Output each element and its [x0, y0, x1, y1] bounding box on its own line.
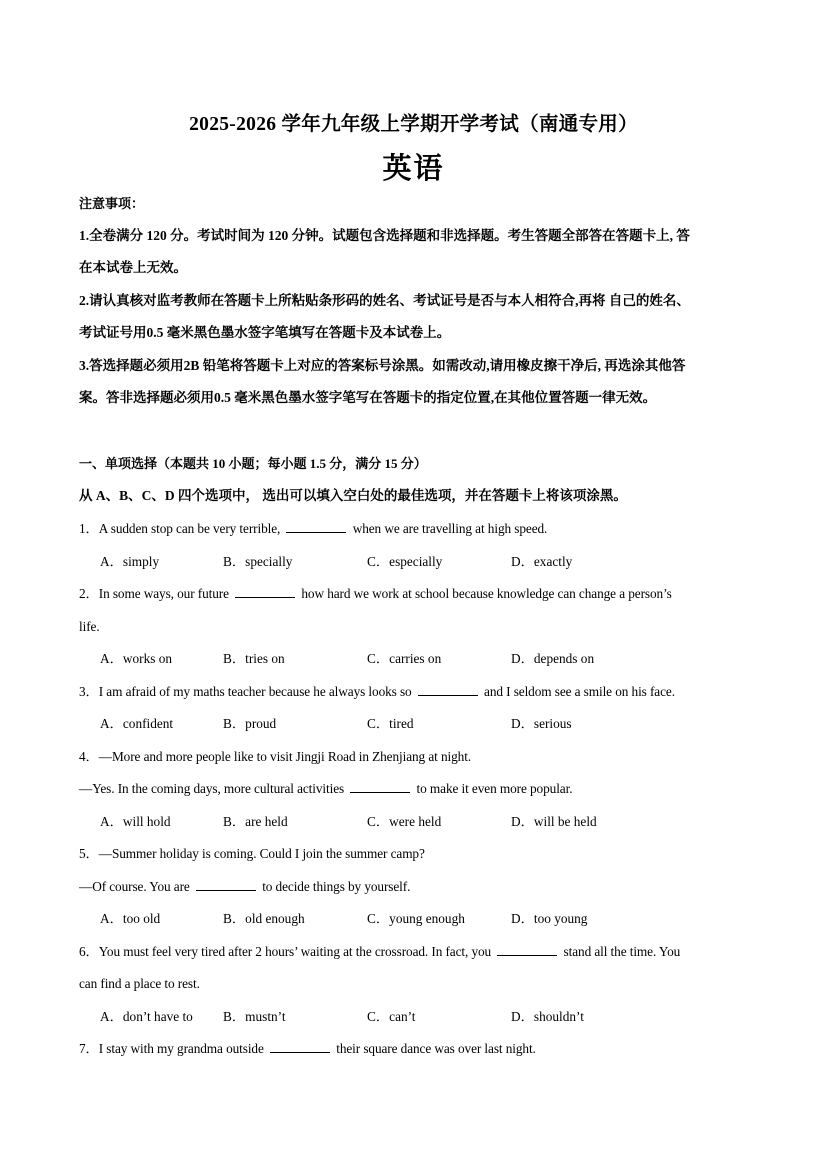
question-4-option-d: D．will be held	[511, 814, 597, 829]
answer-blank[interactable]	[196, 878, 256, 891]
question-3-option-d: D．serious	[511, 716, 572, 731]
question-5-option-c: C．young enough	[367, 911, 465, 926]
question-1-option-c: C．especially	[367, 554, 443, 569]
question-4-option-c: C．were held	[367, 814, 442, 829]
question-1-option-b: B．specially	[223, 554, 293, 569]
question-6-option-c: C．can’t	[367, 1009, 416, 1024]
question-3-option-b: B．proud	[223, 716, 277, 731]
notice-line: 考试证号用0.5 毫米黑色墨水签字笔填写在答题卡及本试卷上。	[79, 325, 451, 340]
question-5-stem: —Of course. You are to decide things by yourself.	[79, 879, 411, 894]
question-3-option-c: C．tired	[367, 716, 414, 731]
question-1-stem: 1．A sudden stop can be very terrible, when we are travelling at high speed.	[79, 521, 548, 536]
question-2-option-c: C．carries on	[367, 651, 442, 666]
question-2-stem-cont: life.	[79, 619, 100, 634]
question-2-option-a: A．works on	[100, 651, 173, 666]
question-6-stem-cont: can find a place to rest.	[79, 976, 200, 991]
answer-blank[interactable]	[418, 683, 478, 696]
answer-blank[interactable]	[286, 520, 346, 533]
question-2-option-b: B．tries on	[223, 651, 285, 666]
question-6-stem: 6．You must feel very tired after 2 hours’ waiting at the crossroad. In fact, you stand all the time. You	[79, 944, 681, 959]
exam-title: 2025-2026 学年九年级上学期开学考试（南通专用）	[189, 114, 638, 135]
question-5-option-a: A．too old	[100, 911, 161, 926]
answer-blank[interactable]	[350, 780, 410, 793]
question-5-dialogue-1: 5．—Summer holiday is coming. Could I join the summer camp?	[79, 846, 425, 861]
question-4-option-a: A．will hold	[100, 814, 171, 829]
notice-line: 3.答选择题必须用2B 铅笔将答题卡上对应的答案标号涂黑。如需改动,请用橡皮擦干净后, 再选涂其他答	[79, 358, 686, 373]
answer-blank[interactable]	[235, 585, 295, 598]
question-5-option-d: D．too young	[511, 911, 588, 926]
question-3-stem: 3．I am afraid of my maths teacher because he always looks so and I seldom see a smile on his face.	[79, 684, 675, 699]
answer-blank[interactable]	[270, 1040, 330, 1053]
notice-line: 2.请认真核对监考教师在答题卡上所粘贴条形码的姓名、考试证号是否与本人相符合,再将 自己的姓名、	[79, 293, 690, 308]
section-heading: 一、单项选择（本题共 10 小题；每小题 1.5 分，满分 15 分）	[79, 456, 427, 471]
question-6-option-d: D．shouldn’t	[511, 1009, 584, 1024]
question-1-option-d: D．exactly	[511, 554, 573, 569]
section-instruction: 从 A、B、C、D 四个选项中， 选出可以填入空白处的最佳选项，并在答题卡上将该项涂黑。	[79, 488, 627, 503]
question-1-option-a: A．simply	[100, 554, 160, 569]
question-6-option-b: B．mustn’t	[223, 1009, 286, 1024]
question-2-stem: 2．In some ways, our future how hard we work at school because knowledge can change a person’s	[79, 586, 672, 601]
subject-title: 英语	[382, 153, 445, 185]
question-4-option-b: B．are held	[223, 814, 288, 829]
question-7-stem: 7．I stay with my grandma outside their square dance was over last night.	[79, 1041, 536, 1056]
question-3-option-a: A．confident	[100, 716, 174, 731]
question-2-option-d: D．depends on	[511, 651, 595, 666]
question-4-dialogue-1: 4．—More and more people like to visit Jingji Road in Zhenjiang at night.	[79, 749, 472, 764]
notice-line: 在本试卷上无效。	[79, 260, 187, 275]
notice-line: 案。答非选择题必须用0.5 毫米黑色墨水签字笔写在答题卡的指定位置,在其他位置答题一律无效。	[79, 390, 657, 405]
notice-heading: 注意事项：	[79, 196, 145, 211]
answer-blank[interactable]	[497, 943, 557, 956]
question-6-option-a: A．don’t have to	[100, 1009, 193, 1024]
question-5-option-b: B．old enough	[223, 911, 305, 926]
notice-line: 1.全卷满分 120 分。考试时间为 120 分钟。试题包含选择题和非选择题。考生答题全部答在答题卡上, 答	[79, 228, 690, 243]
question-4-stem: —Yes. In the coming days, more cultural activities to make it even more popular.	[79, 781, 573, 796]
